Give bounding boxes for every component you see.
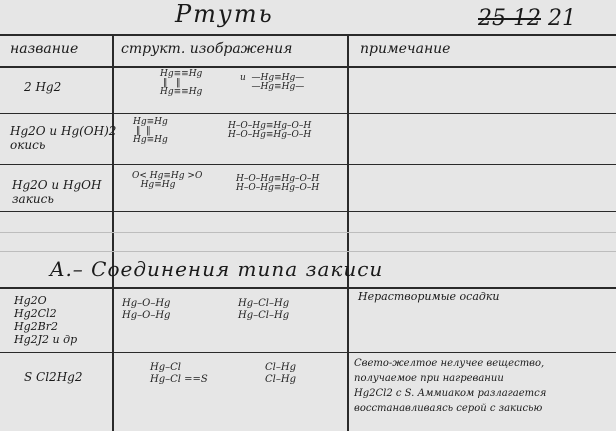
row1-structure-b: и —Hg≡Hg— —Hg≡Hg— (240, 73, 305, 92)
row2-name: Hg2O и Hg(OH)2 окись (10, 124, 117, 152)
row3-structure-a: O< Hg≡Hg >O Hg≡Hg (132, 171, 203, 190)
row1-structure-a: Hg≡≡Hg ‖ ‖ Hg≡≡Hg (160, 69, 203, 97)
col-header-structure: структ. изображения (121, 41, 293, 57)
page-title: Ртуть (175, 0, 274, 28)
ruled-line (0, 232, 616, 233)
page-date (478, 6, 576, 31)
row2-structure-b: H–O–Hg≡Hg–O–H H–O–Hg≡Hg–O–H (228, 121, 312, 140)
row2-structure-a: Hg≡Hg ‖ ‖ Hg≡Hg (133, 117, 168, 145)
row4-structure-b: Hg–Cl–Hg Hg–Cl–Hg (238, 298, 290, 321)
row5-name: S Cl2Hg2 (24, 370, 83, 384)
section-title: A.– Соединения типа закиси (50, 257, 384, 281)
ruled-line (0, 251, 616, 252)
row2-line (0, 164, 616, 165)
section-line (0, 287, 616, 289)
row4-note: Нерастворимые осадки (358, 290, 500, 303)
header-bottom-line (0, 66, 616, 68)
row4-name: Hg2O Hg2Cl2 Hg2Br2 Hg2J2 и др (14, 294, 78, 346)
col-header-name: название (10, 41, 79, 57)
row3-structure-b: H–O–Hg≡Hg–O–H H–O–Hg≡Hg–O–H (236, 174, 320, 193)
row5-note: Свето-желтое нелучее вещество, получаемое при нагревании Hg2Cl2 с S. Аммиаком разлагается восстанавливаясь серой с закисью (354, 358, 547, 414)
date-struck: 25 12 (478, 6, 541, 31)
row5-structure-b: Cl–Hg Cl–Hg (265, 362, 296, 385)
date-year: 21 (547, 6, 576, 31)
row1-name: 2 Hg2 (24, 80, 62, 94)
col-header-notes: примечание (360, 41, 451, 57)
row3-line (0, 211, 616, 212)
row4-structure-a: Hg–O–Hg Hg–O–Hg (122, 298, 171, 321)
row3-name: Hg2O и HgOH закись (12, 178, 102, 206)
header-top-line (0, 34, 616, 36)
row4-line (0, 352, 616, 353)
row1-line (0, 113, 616, 114)
row5-structure-a: Hg–Cl Hg–Cl ==S (150, 362, 208, 385)
